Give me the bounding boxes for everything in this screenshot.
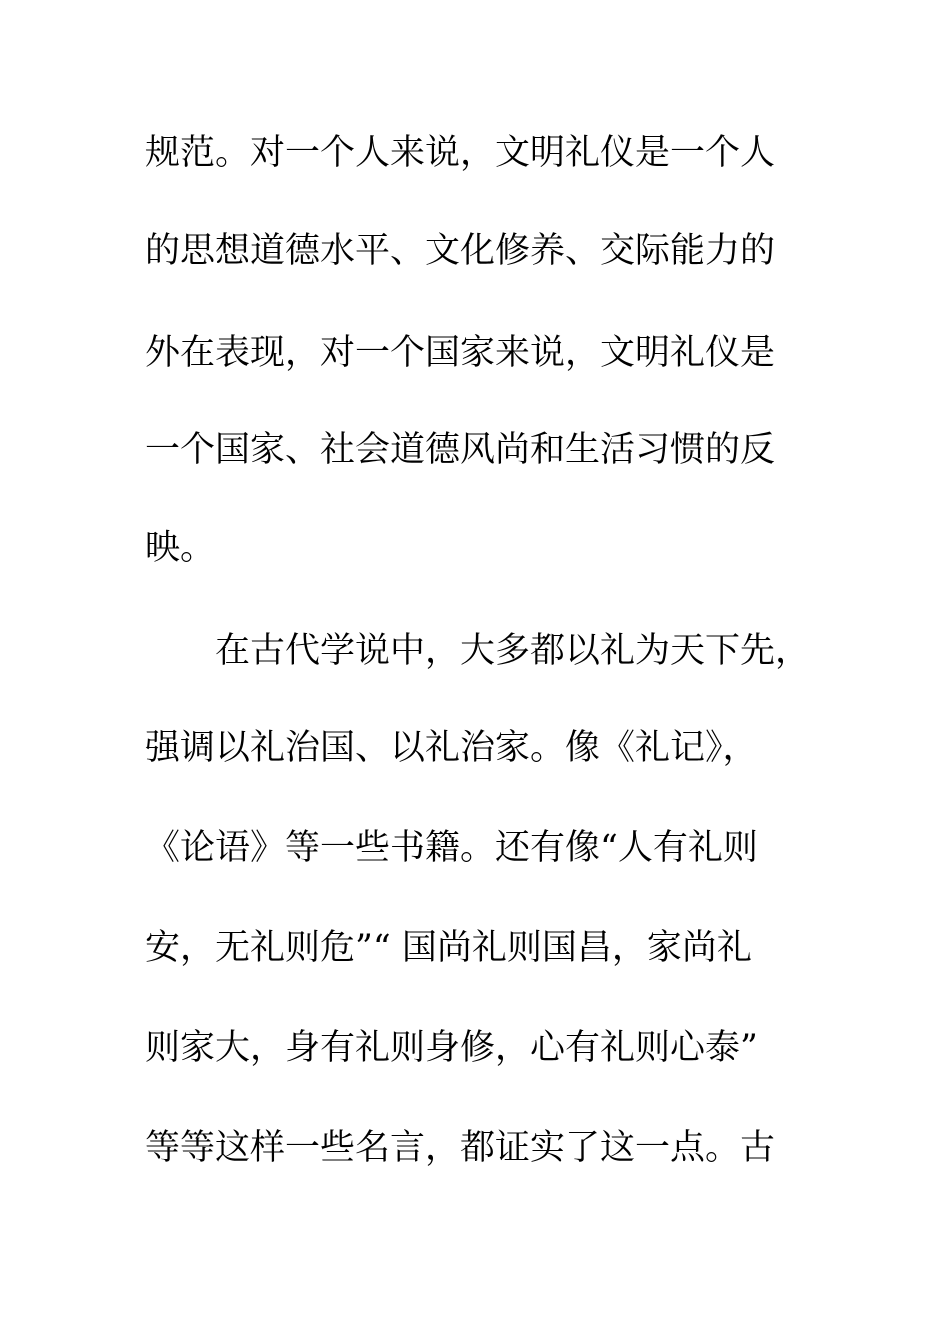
text-line: 的思想道德水平、文化修养、交际能力的 <box>145 231 776 271</box>
text-line: 则家大，身有礼则身修，心有礼则心泰” <box>145 1028 758 1068</box>
text-line: 一个国家、社会道德风尚和生活习惯的反 <box>145 430 776 470</box>
paragraph-first-line: 在古代学说中，大多都以礼为天下先， <box>215 631 811 671</box>
text-line: 规范。对一个人来说，文明礼仪是一个人 <box>145 133 776 173</box>
text-line: 强调以礼治国、以礼治家。像《礼记》， <box>145 728 758 768</box>
text-line: 安，无礼则危”“ 国尚礼则国昌，家尚礼 <box>145 928 752 968</box>
text-line: 等等这样一些名言，都证实了这一点。古 <box>145 1128 776 1168</box>
text-line: 外在表现，对一个国家来说，文明礼仪是 <box>145 333 776 373</box>
text-line: 映。 <box>145 528 216 568</box>
text-line: 《论语》等一些书籍。还有像“人有礼则 <box>145 828 758 868</box>
